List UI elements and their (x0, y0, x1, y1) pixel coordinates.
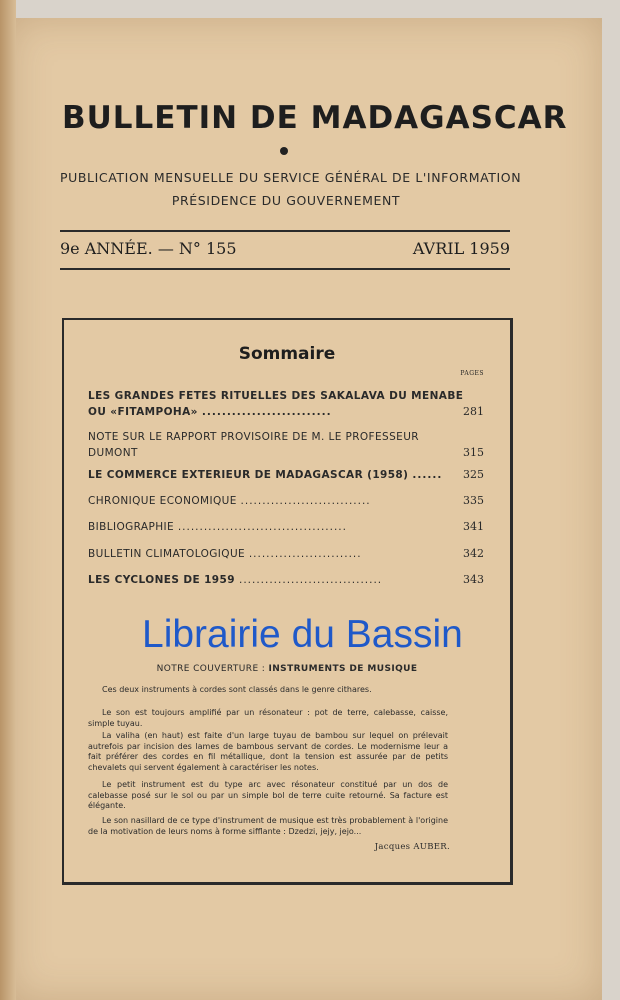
toc-item-page: 335 (463, 494, 484, 507)
issue-number: 9e ANNÉE. — N° 155 (60, 239, 237, 258)
cover-note-paragraph: Le son nasillard de ce type d'instrument de musique est très probablement à l'origine de la motivation de leurs noms à forme sifflante : Dzedzi, jejy, jejo... (88, 816, 448, 836)
cover-note-label: NOTRE COUVERTURE : (156, 664, 266, 674)
toc-item-title: LE COMMERCE EXTERIEUR DE MADAGASCAR (1958) (88, 469, 409, 481)
toc-item-page: 281 (463, 405, 484, 418)
toc-item (88, 431, 484, 459)
cover-note-paragraph: Le petit instrument est du type arc avec résonateur constitué par un dos de calebasse posé sur le sol ou par un simple bol de terre cuite retourné. Sa facture est élégante. (88, 780, 448, 810)
toc-item: BIBLIOGRAPHIE ....................................... 341 (88, 520, 484, 533)
cover-note-paragraph: La valiha (en haut) est faite d'un large tuyau de bambou sur lequel on prélevait autrefois par incision des lames de bambous servant de cordes. Le modernisme leur a fait préférer des cordes en fil métallique, dont la tension est assurée par de petits chevalets qui servent également à caractériser les notes. (88, 731, 448, 772)
cover-note-paragraph: Le son est toujours amplifié par un résonateur : pot de terre, calebasse, caisse, simple tuyau. (88, 708, 448, 728)
toc-item-page: 315 (463, 446, 484, 459)
toc-item: LE COMMERCE EXTERIEUR DE MADAGASCAR (1958) ...... 325 (88, 468, 484, 481)
pages-column-label: PAGES (460, 370, 484, 377)
toc-item-title-cont: OU «FITAMPOHA» (88, 406, 198, 418)
publication-subtitle-line1: PUBLICATION MENSUELLE DU SERVICE GÉNÉRAL DE L'INFORMATION (60, 170, 522, 185)
contents-heading: Sommaire (238, 344, 336, 364)
toc-item-title: BIBLIOGRAPHIE (88, 521, 175, 533)
toc-item-title-cont: DUMONT (88, 447, 138, 459)
title-bullet-dot (280, 147, 288, 155)
toc-item: CHRONIQUE ECONOMIQUE .............................. 335 (88, 494, 484, 507)
toc-item: BULLETIN CLIMATOLOGIQUE .......................... 342 (88, 547, 484, 560)
toc-item-title: BULLETIN CLIMATOLOGIQUE (88, 548, 246, 560)
toc-item-title: NOTE SUR LE RAPPORT PROVISOIRE DE M. LE PROFESSEUR (88, 431, 419, 443)
cover-note-heading (64, 664, 510, 674)
toc-item-title: CHRONIQUE ECONOMIQUE (88, 495, 237, 507)
cover-note-subject: INSTRUMENTS DE MUSIQUE (268, 664, 418, 674)
publication-title: BULLETIN DE MADAGASCAR (62, 100, 568, 136)
watermark-text: Librairie du Bassin (142, 613, 463, 656)
binding-spine (0, 0, 16, 1000)
issue-date: AVRIL 1959 (412, 239, 510, 258)
contents-box (62, 318, 513, 885)
toc-item: LES GRANDES FETES RITUELLES DES SAKALAVA DU MENABE OU «FITAMPOHA» .......................... 281 (88, 390, 484, 418)
author-signature: Jacques AUBER. (374, 842, 450, 852)
toc-item-title: LES CYCLONES DE 1959 (88, 574, 235, 586)
toc-item-page: 342 (463, 547, 484, 560)
toc-item: LES CYCLONES DE 1959 ................................. 343 (88, 573, 484, 586)
toc-item-page: 341 (463, 520, 484, 533)
publication-subtitle-line2: PRÉSIDENCE DU GOUVERNEMENT (171, 193, 401, 208)
cover-note-paragraph: Ces deux instruments à cordes sont classés dans le genre cithares. (102, 685, 372, 694)
toc-item-page: 343 (463, 573, 484, 586)
toc-item-page: 325 (463, 468, 484, 481)
issue-bar (60, 230, 510, 270)
toc-item-title: LES GRANDES FETES RITUELLES DES SAKALAVA DU MENABE (88, 390, 464, 402)
